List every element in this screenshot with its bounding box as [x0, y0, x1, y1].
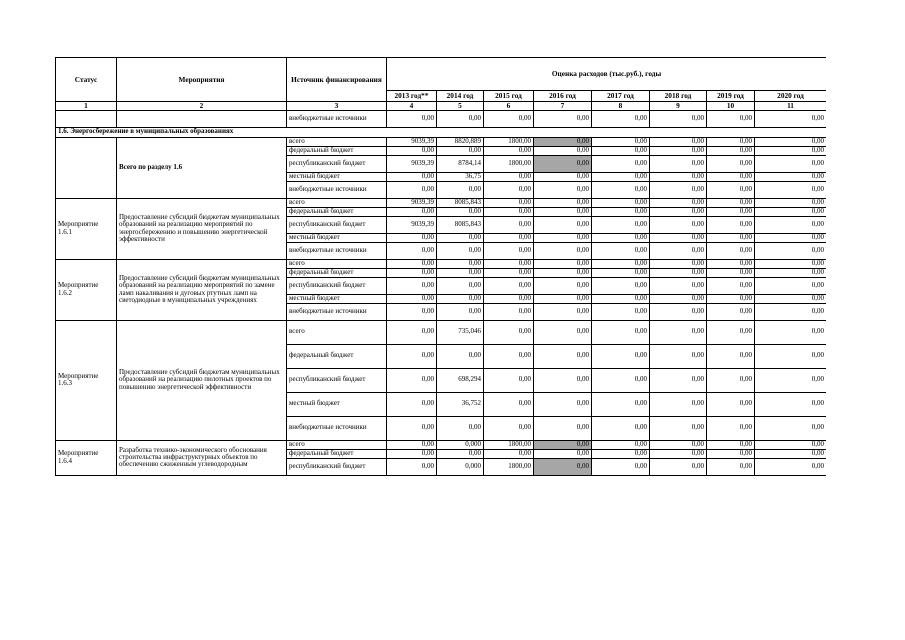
status-cell [56, 137, 117, 198]
value-cell: 0,00 [387, 172, 437, 181]
status-cell: Мероприятие 1.6.2 [56, 259, 117, 320]
value-cell: 0,00 [592, 242, 650, 259]
header-year: 2020 год [755, 91, 827, 102]
value-cell: 0,00 [650, 392, 707, 416]
value-cell: 0,00 [755, 320, 827, 344]
value-cell: 0,00 [534, 294, 592, 303]
value-cell: 0,00 [484, 172, 534, 181]
value-cell: 0,00 [650, 449, 707, 458]
value-cell: 0,00 [592, 268, 650, 277]
value-cell: 0,00 [592, 155, 650, 172]
value-cell: 0,00 [707, 216, 755, 233]
value-cell: 0,00 [650, 242, 707, 259]
event-cell: Предоставление субсидий бюджетам муниципальных образований на реализацию мероприятий по замене ламп накаливания и дуговых ртутных ламп на светодиодные в муниципальных учреждениях [117, 259, 287, 320]
value-cell: 0,00 [707, 198, 755, 207]
value-cell: 0,00 [534, 181, 592, 198]
source-cell: внебюджетные источники [287, 181, 387, 198]
header-col-number: 6 [484, 102, 534, 111]
value-cell: 0,00 [387, 416, 437, 440]
value-cell: 0,00 [650, 440, 707, 449]
value-cell: 0,00 [534, 110, 592, 127]
value-cell: 0,00 [387, 344, 437, 368]
value-cell: 0,00 [755, 344, 827, 368]
value-cell: 0,00 [387, 320, 437, 344]
header-col-number: 9 [650, 102, 707, 111]
source-cell: республиканский бюджет [287, 277, 387, 294]
value-cell: 0,00 [755, 216, 827, 233]
value-cell: 8820,889 [437, 137, 484, 146]
source-cell: федеральный бюджет [287, 207, 387, 216]
value-cell: 0,00 [437, 277, 484, 294]
value-cell: 0,00 [387, 277, 437, 294]
value-cell: 0,00 [592, 207, 650, 216]
value-cell: 0,00 [484, 233, 534, 242]
value-cell: 735,046 [437, 320, 484, 344]
value-cell: 0,00 [437, 344, 484, 368]
value-cell: 0,00 [592, 233, 650, 242]
value-cell: 0,00 [534, 416, 592, 440]
value-cell: 0,00 [650, 110, 707, 127]
value-cell: 0,00 [592, 294, 650, 303]
value-cell: 0,00 [755, 268, 827, 277]
source-cell: внебюджетные источники [287, 110, 387, 127]
value-cell: 0,00 [592, 172, 650, 181]
value-cell: 0,00 [707, 155, 755, 172]
value-cell: 0,00 [592, 449, 650, 458]
value-cell: 0,00 [592, 216, 650, 233]
value-cell: 0,00 [387, 440, 437, 449]
value-cell: 0,00 [484, 259, 534, 268]
value-cell: 0,00 [592, 181, 650, 198]
value-cell: 0,00 [484, 207, 534, 216]
value-cell: 0,00 [437, 449, 484, 458]
value-cell: 0,00 [650, 198, 707, 207]
value-cell: 0,00 [650, 294, 707, 303]
value-cell: 0,00 [534, 146, 592, 155]
header-year: 2019 год [707, 91, 755, 102]
value-cell: 0,00 [707, 416, 755, 440]
value-cell: 0,00 [534, 198, 592, 207]
value-cell: 0,00 [707, 242, 755, 259]
value-cell: 0,00 [592, 368, 650, 392]
value-cell: 1800,00 [484, 155, 534, 172]
header-col-number: 5 [437, 102, 484, 111]
value-cell: 0,00 [650, 181, 707, 198]
value-cell: 0,00 [592, 198, 650, 207]
source-cell: внебюджетные источники [287, 242, 387, 259]
value-cell: 0,00 [755, 155, 827, 172]
value-cell: 0,00 [592, 458, 650, 475]
value-cell: 0,00 [534, 303, 592, 320]
value-cell: 0,00 [755, 277, 827, 294]
value-cell: 0,000 [437, 440, 484, 449]
value-cell: 0,00 [437, 207, 484, 216]
value-cell: 0,00 [707, 449, 755, 458]
value-cell: 0,00 [534, 320, 592, 344]
value-cell: 0,00 [592, 277, 650, 294]
value-cell: 0,00 [534, 392, 592, 416]
value-cell: 0,00 [755, 172, 827, 181]
value-cell: 0,000 [437, 458, 484, 475]
value-cell: 0,00 [707, 137, 755, 146]
value-cell: 0,00 [592, 344, 650, 368]
event-cell: Разработка технико-экономического обоснования строительства инфраструктурных объектов по обеспечению сжиженным углеводородным [117, 440, 287, 475]
value-cell: 36,75 [437, 172, 484, 181]
value-cell: 0,00 [707, 303, 755, 320]
value-cell: 0,00 [534, 137, 592, 146]
value-cell: 0,00 [437, 242, 484, 259]
table-header [56, 58, 827, 111]
header-event: Мероприятия [117, 58, 287, 102]
value-cell: 9039,39 [387, 155, 437, 172]
value-cell: 0,00 [592, 137, 650, 146]
value-cell: 0,00 [387, 110, 437, 127]
source-cell: внебюджетные источники [287, 303, 387, 320]
table-body [56, 110, 827, 475]
value-cell: 0,00 [592, 259, 650, 268]
value-cell: 0,00 [534, 172, 592, 181]
value-cell: 0,00 [534, 344, 592, 368]
status-cell [56, 110, 117, 127]
value-cell: 0,00 [387, 207, 437, 216]
value-cell: 0,00 [592, 303, 650, 320]
value-cell: 0,00 [650, 137, 707, 146]
value-cell: 0,00 [387, 392, 437, 416]
source-cell: всего [287, 259, 387, 268]
value-cell: 0,00 [755, 110, 827, 127]
budget-table [55, 57, 826, 476]
source-cell: местный бюджет [287, 172, 387, 181]
value-cell: 8784,14 [437, 155, 484, 172]
source-cell: федеральный бюджет [287, 344, 387, 368]
value-cell: 9039,39 [387, 198, 437, 207]
value-cell: 0,00 [755, 198, 827, 207]
header-estimate: Оценка расходов (тыс.руб.), годы [387, 58, 827, 91]
value-cell: 0,00 [650, 458, 707, 475]
value-cell: 0,00 [387, 268, 437, 277]
value-cell: 0,00 [650, 146, 707, 155]
event-cell: Предоставление субсидий бюджетам муниципальных образований на реализацию мероприятий по энергосбережению и повышению энергетической эффективности [117, 198, 287, 259]
value-cell: 0,00 [755, 368, 827, 392]
value-cell: 0,00 [534, 242, 592, 259]
source-cell: республиканский бюджет [287, 458, 387, 475]
budget-table-page [55, 57, 826, 578]
value-cell: 0,00 [707, 259, 755, 268]
source-cell: всего [287, 440, 387, 449]
value-cell: 0,00 [755, 242, 827, 259]
value-cell: 0,00 [484, 110, 534, 127]
value-cell: 1800,00 [484, 440, 534, 449]
value-cell: 0,00 [484, 449, 534, 458]
value-cell: 0,00 [534, 277, 592, 294]
source-cell: республиканский бюджет [287, 368, 387, 392]
header-col-number: 2 [117, 102, 287, 111]
value-cell: 0,00 [755, 449, 827, 458]
value-cell: 0,00 [707, 207, 755, 216]
value-cell: 0,00 [387, 368, 437, 392]
value-cell: 0,00 [484, 392, 534, 416]
value-cell: 0,00 [650, 277, 707, 294]
value-cell: 0,00 [484, 294, 534, 303]
value-cell: 0,00 [592, 416, 650, 440]
value-cell: 0,00 [437, 146, 484, 155]
value-cell: 0,00 [484, 344, 534, 368]
header-year: 2018 год [650, 91, 707, 102]
table-row [56, 320, 827, 344]
header-col-number: 7 [534, 102, 592, 111]
value-cell: 698,294 [437, 368, 484, 392]
value-cell: 0,00 [755, 181, 827, 198]
value-cell: 8085,843 [437, 216, 484, 233]
value-cell: 0,00 [387, 233, 437, 242]
status-cell: Мероприятие 1.6.3 [56, 320, 117, 440]
source-cell: местный бюджет [287, 294, 387, 303]
value-cell: 0,00 [484, 146, 534, 155]
table-row [56, 110, 827, 127]
value-cell: 0,00 [534, 268, 592, 277]
event-cell: Всего по разделу 1.6 [117, 137, 287, 198]
value-cell: 0,00 [387, 259, 437, 268]
value-cell: 0,00 [437, 416, 484, 440]
value-cell: 0,00 [484, 416, 534, 440]
header-col-number: 10 [707, 102, 755, 111]
value-cell: 0,00 [484, 268, 534, 277]
value-cell: 36,752 [437, 392, 484, 416]
value-cell: 0,00 [387, 458, 437, 475]
table-row [56, 137, 827, 146]
value-cell: 0,00 [650, 233, 707, 242]
source-cell: республиканский бюджет [287, 216, 387, 233]
value-cell: 0,00 [755, 440, 827, 449]
source-cell: всего [287, 137, 387, 146]
value-cell: 0,00 [437, 110, 484, 127]
value-cell: 0,00 [755, 137, 827, 146]
value-cell: 0,00 [534, 458, 592, 475]
header-col-number: 11 [755, 102, 827, 111]
header-year: 2015 год [484, 91, 534, 102]
value-cell: 0,00 [387, 181, 437, 198]
value-cell: 0,00 [534, 449, 592, 458]
value-cell: 0,00 [592, 146, 650, 155]
value-cell: 0,00 [484, 368, 534, 392]
value-cell: 0,00 [755, 416, 827, 440]
value-cell: 0,00 [534, 155, 592, 172]
value-cell: 0,00 [592, 320, 650, 344]
section-title: 1.6. Энергосбережение в муниципальных образованиях [56, 127, 827, 137]
value-cell: 0,00 [755, 233, 827, 242]
value-cell: 1800,00 [484, 137, 534, 146]
value-cell: 0,00 [650, 216, 707, 233]
value-cell: 0,00 [707, 181, 755, 198]
value-cell: 0,00 [650, 416, 707, 440]
value-cell: 0,00 [650, 259, 707, 268]
value-cell: 0,00 [437, 268, 484, 277]
value-cell: 0,00 [534, 216, 592, 233]
value-cell: 0,00 [484, 181, 534, 198]
value-cell: 0,00 [707, 146, 755, 155]
value-cell: 0,00 [484, 198, 534, 207]
value-cell: 0,00 [707, 440, 755, 449]
value-cell: 0,00 [484, 303, 534, 320]
value-cell: 0,00 [484, 277, 534, 294]
source-cell: федеральный бюджет [287, 146, 387, 155]
header-year: 2014 год [437, 91, 484, 102]
value-cell: 0,00 [534, 207, 592, 216]
header-source: Источник финансирования [287, 58, 387, 102]
source-cell: внебюджетные источники [287, 416, 387, 440]
value-cell: 9039,39 [387, 137, 437, 146]
value-cell: 0,00 [755, 392, 827, 416]
value-cell: 0,00 [755, 458, 827, 475]
value-cell: 0,00 [387, 303, 437, 320]
value-cell: 0,00 [534, 440, 592, 449]
header-col-number: 8 [592, 102, 650, 111]
table-row [56, 259, 827, 268]
value-cell: 0,00 [650, 268, 707, 277]
source-cell: местный бюджет [287, 233, 387, 242]
value-cell: 8085,843 [437, 198, 484, 207]
value-cell: 0,00 [707, 392, 755, 416]
value-cell: 0,00 [484, 242, 534, 259]
value-cell: 9039,39 [387, 216, 437, 233]
source-cell: всего [287, 198, 387, 207]
value-cell: 0,00 [707, 368, 755, 392]
value-cell: 0,00 [707, 110, 755, 127]
value-cell: 0,00 [707, 320, 755, 344]
value-cell: 0,00 [534, 368, 592, 392]
value-cell: 0,00 [387, 294, 437, 303]
value-cell: 0,00 [650, 172, 707, 181]
value-cell: 0,00 [755, 294, 827, 303]
source-cell: всего [287, 320, 387, 344]
source-cell: местный бюджет [287, 392, 387, 416]
value-cell: 0,00 [484, 216, 534, 233]
value-cell: 0,00 [707, 294, 755, 303]
value-cell: 0,00 [534, 259, 592, 268]
value-cell: 1800,00 [484, 458, 534, 475]
status-cell: Мероприятие 1.6.4 [56, 440, 117, 475]
value-cell: 0,00 [650, 320, 707, 344]
event-cell [117, 110, 287, 127]
value-cell: 0,00 [650, 368, 707, 392]
value-cell: 0,00 [387, 242, 437, 259]
header-col-number: 4 [387, 102, 437, 111]
value-cell: 0,00 [650, 303, 707, 320]
value-cell: 0,00 [707, 344, 755, 368]
event-cell: Предоставление субсидий бюджетам муниципальных образований на реализацию пилотных проектов по повышению энергетической эффективности [117, 320, 287, 440]
value-cell: 0,00 [534, 233, 592, 242]
value-cell: 0,00 [650, 155, 707, 172]
value-cell: 0,00 [387, 146, 437, 155]
value-cell: 0,00 [650, 344, 707, 368]
value-cell: 0,00 [707, 458, 755, 475]
value-cell: 0,00 [650, 207, 707, 216]
header-year: 2016 год [534, 91, 592, 102]
value-cell: 0,00 [437, 181, 484, 198]
value-cell: 0,00 [707, 172, 755, 181]
value-cell: 0,00 [437, 259, 484, 268]
table-row [56, 440, 827, 449]
value-cell: 0,00 [592, 110, 650, 127]
value-cell: 0,00 [755, 259, 827, 268]
header-col-number: 1 [56, 102, 117, 111]
value-cell: 0,00 [592, 392, 650, 416]
value-cell: 0,00 [484, 320, 534, 344]
header-status: Статус [56, 58, 117, 102]
value-cell: 0,00 [437, 303, 484, 320]
value-cell: 0,00 [437, 294, 484, 303]
value-cell: 0,00 [437, 233, 484, 242]
header-col-number: 3 [287, 102, 387, 111]
source-cell: федеральный бюджет [287, 449, 387, 458]
section-row [56, 127, 827, 137]
value-cell: 0,00 [707, 233, 755, 242]
value-cell: 0,00 [755, 207, 827, 216]
source-cell: республиканский бюджет [287, 155, 387, 172]
value-cell: 0,00 [707, 277, 755, 294]
header-year: 2013 год** [387, 91, 437, 102]
value-cell: 0,00 [592, 440, 650, 449]
value-cell: 0,00 [755, 303, 827, 320]
status-cell: Мероприятие 1.6.1 [56, 198, 117, 259]
value-cell: 0,00 [387, 449, 437, 458]
table-row [56, 198, 827, 207]
value-cell: 0,00 [707, 268, 755, 277]
source-cell: федеральный бюджет [287, 268, 387, 277]
header-year: 2017 год [592, 91, 650, 102]
value-cell: 0,00 [755, 146, 827, 155]
